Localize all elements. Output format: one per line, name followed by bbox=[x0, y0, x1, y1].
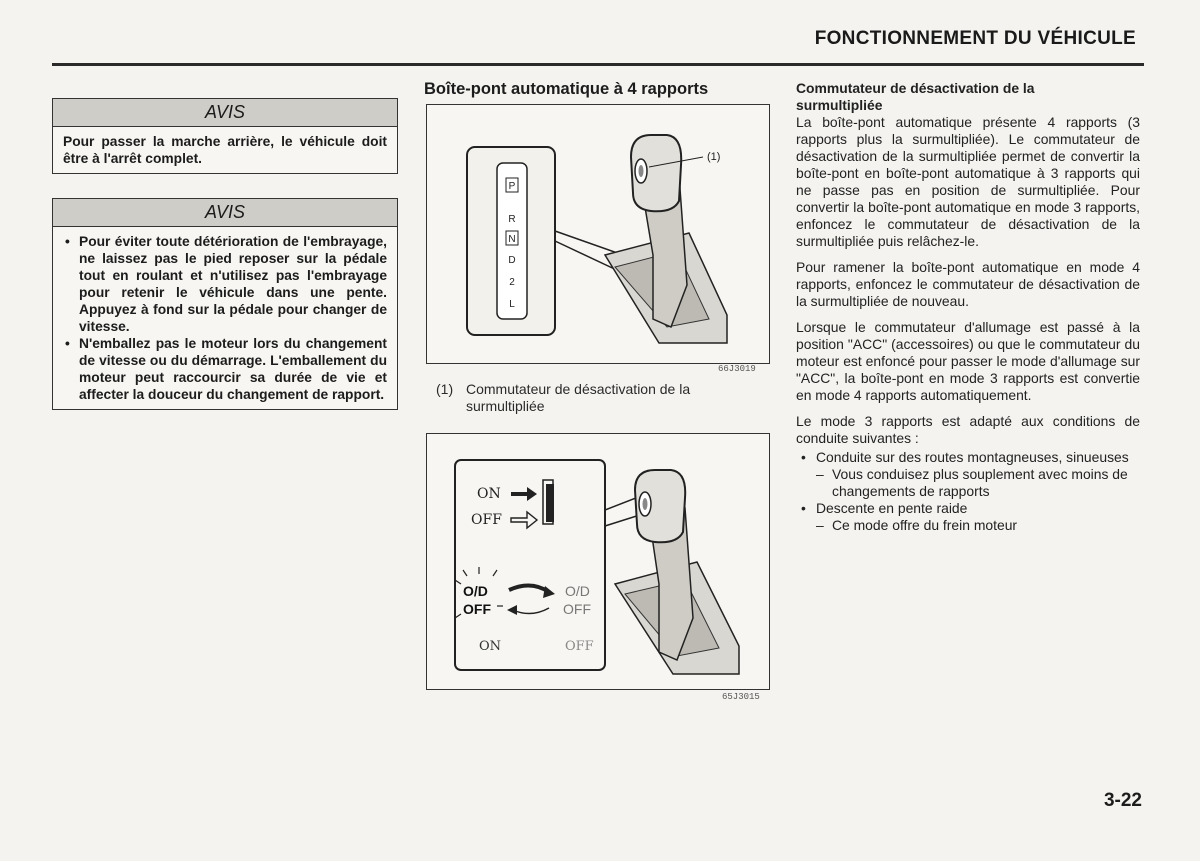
paragraph-intro: La boîte-pont automatique présente 4 rapports (3 rapports plus la surmultipliée). Le commutateur de désactivation de la surmultipliée permet de convertir la boîte-pont en boîte-pont automatique à 3 rapports qui ne passe pas en position de surmultipliée. Pour convertir la boîte-pont automatique en mode 3 rapports, enfoncez le commutateur de désactivation de la surmultipliée puis relâchez-le. bbox=[796, 114, 1140, 249]
od-lit-label: O/D bbox=[463, 583, 488, 599]
callout-label: (1) bbox=[707, 151, 721, 163]
avis-box-reverse bbox=[52, 98, 398, 174]
gear-label-d: D bbox=[508, 255, 516, 266]
gear-label-r: R bbox=[508, 214, 516, 225]
paragraph-revert: Pour ramener la boîte-pont automatique en mode 4 rapports, enfoncez le commutateur de désactivation de la surmultipliée de nouveau. bbox=[796, 259, 1140, 309]
section-heading-line1: Commutateur de désactivation de la bbox=[796, 80, 1035, 96]
avis-list bbox=[53, 227, 397, 409]
gear-label-2: 2 bbox=[509, 277, 515, 288]
shift-lever-illustration bbox=[427, 105, 769, 363]
avis-heading: AVIS bbox=[53, 199, 397, 227]
od-dim-label: O/D bbox=[565, 583, 590, 599]
paragraph-acc: Lorsque le commutateur d'allumage est passé à la position "ACC" (accessoires) ou que le commutateur du moteur est enfoncé pour passer le mode d'allumage sur "ACC", la boîte-pont en mode 3 rapports est convertie en mode 4 rapports automatiquement. bbox=[796, 319, 1140, 403]
figure-caption bbox=[436, 381, 770, 415]
off-dim-label: OFF bbox=[563, 601, 591, 617]
off-bottom-label: OFF bbox=[565, 639, 594, 654]
conditions-list bbox=[796, 449, 1140, 534]
avis-box-clutch bbox=[52, 198, 398, 410]
avis-item: • N'emballez pas le moteur lors du changement de vitesse ou du démarrage. L'emballement du moteur peut raccourcir sa durée de vie et affecter la douceur du changement de rapport. bbox=[63, 335, 387, 403]
figure-od-switch bbox=[426, 433, 770, 690]
on-bottom-label: ON bbox=[479, 639, 502, 654]
list-subitem: – Vous conduisez plus souplement avec moins de changements de rapports bbox=[796, 466, 1140, 500]
list-item: • Descente en pente raide bbox=[796, 500, 1140, 517]
avis-item: • Pour éviter toute détérioration de l'embrayage, ne laissez pas le pied reposer sur la pédale tout en roulant et n'utilisez pas l'embrayage pour retenir le véhicule dans une pente. Appuyez à fond sur la pédale pour changer de vitesse. bbox=[63, 233, 387, 335]
gear-label-l: L bbox=[509, 299, 515, 310]
gear-label-p: P bbox=[508, 181, 516, 192]
od-switch-illustration bbox=[427, 434, 769, 689]
section-title: FONCTIONNEMENT DU VÉHICULE bbox=[814, 28, 1136, 49]
page-number: 3-22 bbox=[1103, 790, 1142, 811]
caption-text: Commutateur de désactivation de la surmultipliée bbox=[466, 381, 691, 414]
paragraph-conditions: Le mode 3 rapports est adapté aux conditions de conduite suivantes : bbox=[796, 413, 1140, 446]
off-lit-label: OFF bbox=[463, 601, 491, 617]
section-heading bbox=[796, 80, 1140, 114]
label-on: ON bbox=[477, 486, 501, 502]
avis-heading: AVIS bbox=[53, 99, 397, 127]
figure-code: 66J3019 bbox=[718, 364, 756, 374]
figure-code: 65J3015 bbox=[722, 692, 760, 702]
od-switch-section bbox=[796, 80, 1140, 534]
gear-label-n: N bbox=[508, 234, 516, 245]
caption-number: (1) bbox=[436, 381, 454, 397]
transmission-heading: Boîte-pont automatique à 4 rapports bbox=[424, 80, 709, 98]
avis-text: Pour passer la marche arrière, le véhicule doit être à l'arrêt complet. bbox=[63, 134, 387, 166]
list-subitem: – Ce mode offre du frein moteur bbox=[796, 517, 1140, 534]
list-item: • Conduite sur des routes montagneuses, sinueuses bbox=[796, 449, 1140, 466]
section-heading-line2: surmultipliée bbox=[796, 97, 883, 113]
label-off: OFF bbox=[471, 512, 502, 528]
figure-shift-lever bbox=[426, 104, 770, 364]
header-rule bbox=[52, 63, 1144, 66]
